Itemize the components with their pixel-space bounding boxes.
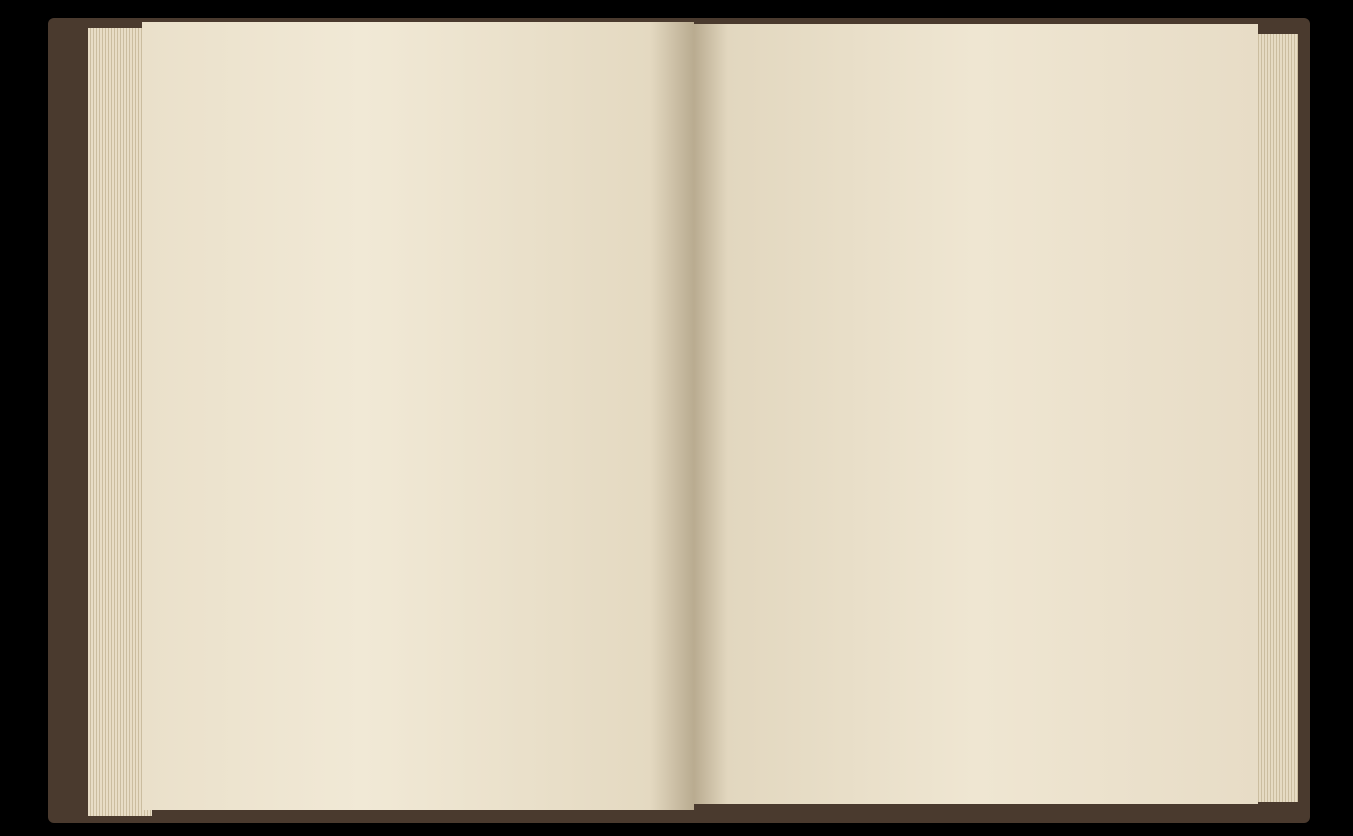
right-page (694, 24, 1258, 804)
page-edges-right (1252, 34, 1298, 802)
left-page (142, 22, 694, 810)
